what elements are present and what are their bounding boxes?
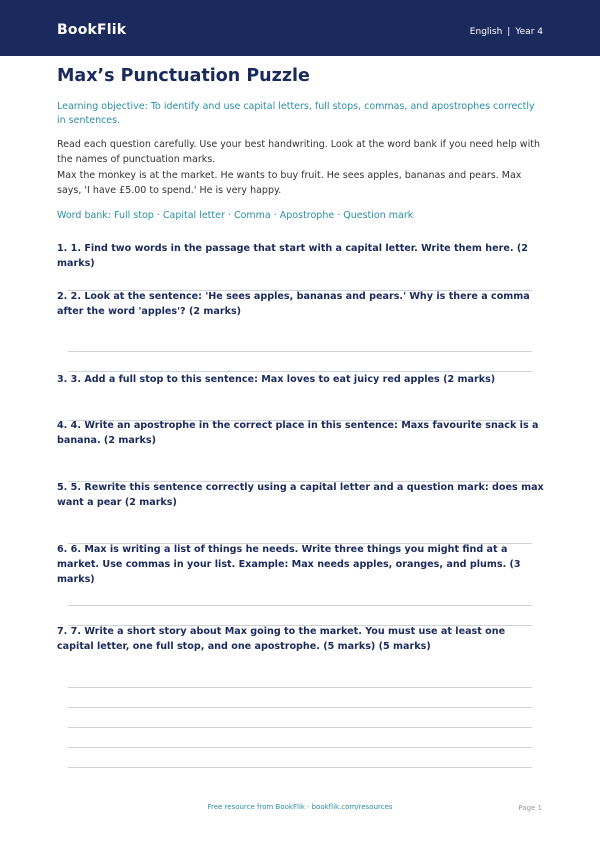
worksheet-title: Max’s Punctuation Puzzle — [57, 66, 310, 86]
question-7: 7. 7. Write a short story about Max going to the market. You must use at least one capital letter, one full stop, and one apostrophe. (5 marks) (5 marks) — [57, 626, 506, 652]
instructions: Read each question carefully. Use your best handwriting. Look at the word bank if you need help with the names of punctuation marks. — [57, 139, 540, 165]
separator: | — [507, 27, 511, 37]
year-label: Year 4 — [515, 27, 543, 37]
answer-line-7e[interactable] — [68, 767, 532, 768]
passage: Max the monkey is at the market. He wants to buy fruit. He sees apples, bananas and pears. Max says, 'I have £5.00 to spend.' He is very happy. — [57, 170, 522, 196]
word-bank: Word bank: Full stop · Capital letter · Comma · Apostrophe · Question mark — [57, 210, 414, 221]
answer-line-7b[interactable] — [68, 707, 532, 708]
answer-line-7c[interactable] — [68, 727, 532, 728]
answer-line-2[interactable] — [68, 351, 532, 352]
subject-label: English — [469, 27, 503, 37]
page-number: Page 1 — [518, 804, 542, 812]
footer-text: Free resource from BookFlik · bookflik.com/resources — [207, 803, 393, 811]
question-2: 2. 2. Look at the sentence: 'He sees apples, bananas and pears.' Why is there a comma after the word 'apples'? (2 marks) — [57, 291, 530, 317]
subject-year-label — [470, 27, 543, 37]
question-3: 3. 3. Add a full stop to this sentence: Max loves to eat juicy red apples (2 marks) — [57, 374, 496, 385]
question-1: 1. 1. Find two words in the passage that start with a capital letter. Write them here. (2 marks) — [57, 243, 528, 269]
answer-line-6[interactable] — [68, 605, 532, 606]
header-bar — [0, 0, 600, 56]
question-4: 4. 4. Write an apostrophe in the correct place in this sentence: Maxs favourite snack is a banana. (2 marks) — [57, 420, 539, 446]
answer-line-7a[interactable] — [68, 687, 532, 688]
question-5: 5. 5. Rewrite this sentence correctly using a capital letter and a question mark: does max want a pear (2 marks) — [57, 482, 544, 508]
answer-line-7d[interactable] — [68, 747, 532, 748]
learning-objective: Learning objective: To identify and use capital letters, full stops, commas, and apostrophes correctly in sentences. — [57, 101, 535, 126]
question-6: 6. 6. Max is writing a list of things he needs. Write three things you might find at a market. Use commas in your list. Example: Max needs apples, oranges, and plums. (3 marks) — [57, 544, 521, 585]
brand-logo: BookFlik — [57, 22, 127, 38]
